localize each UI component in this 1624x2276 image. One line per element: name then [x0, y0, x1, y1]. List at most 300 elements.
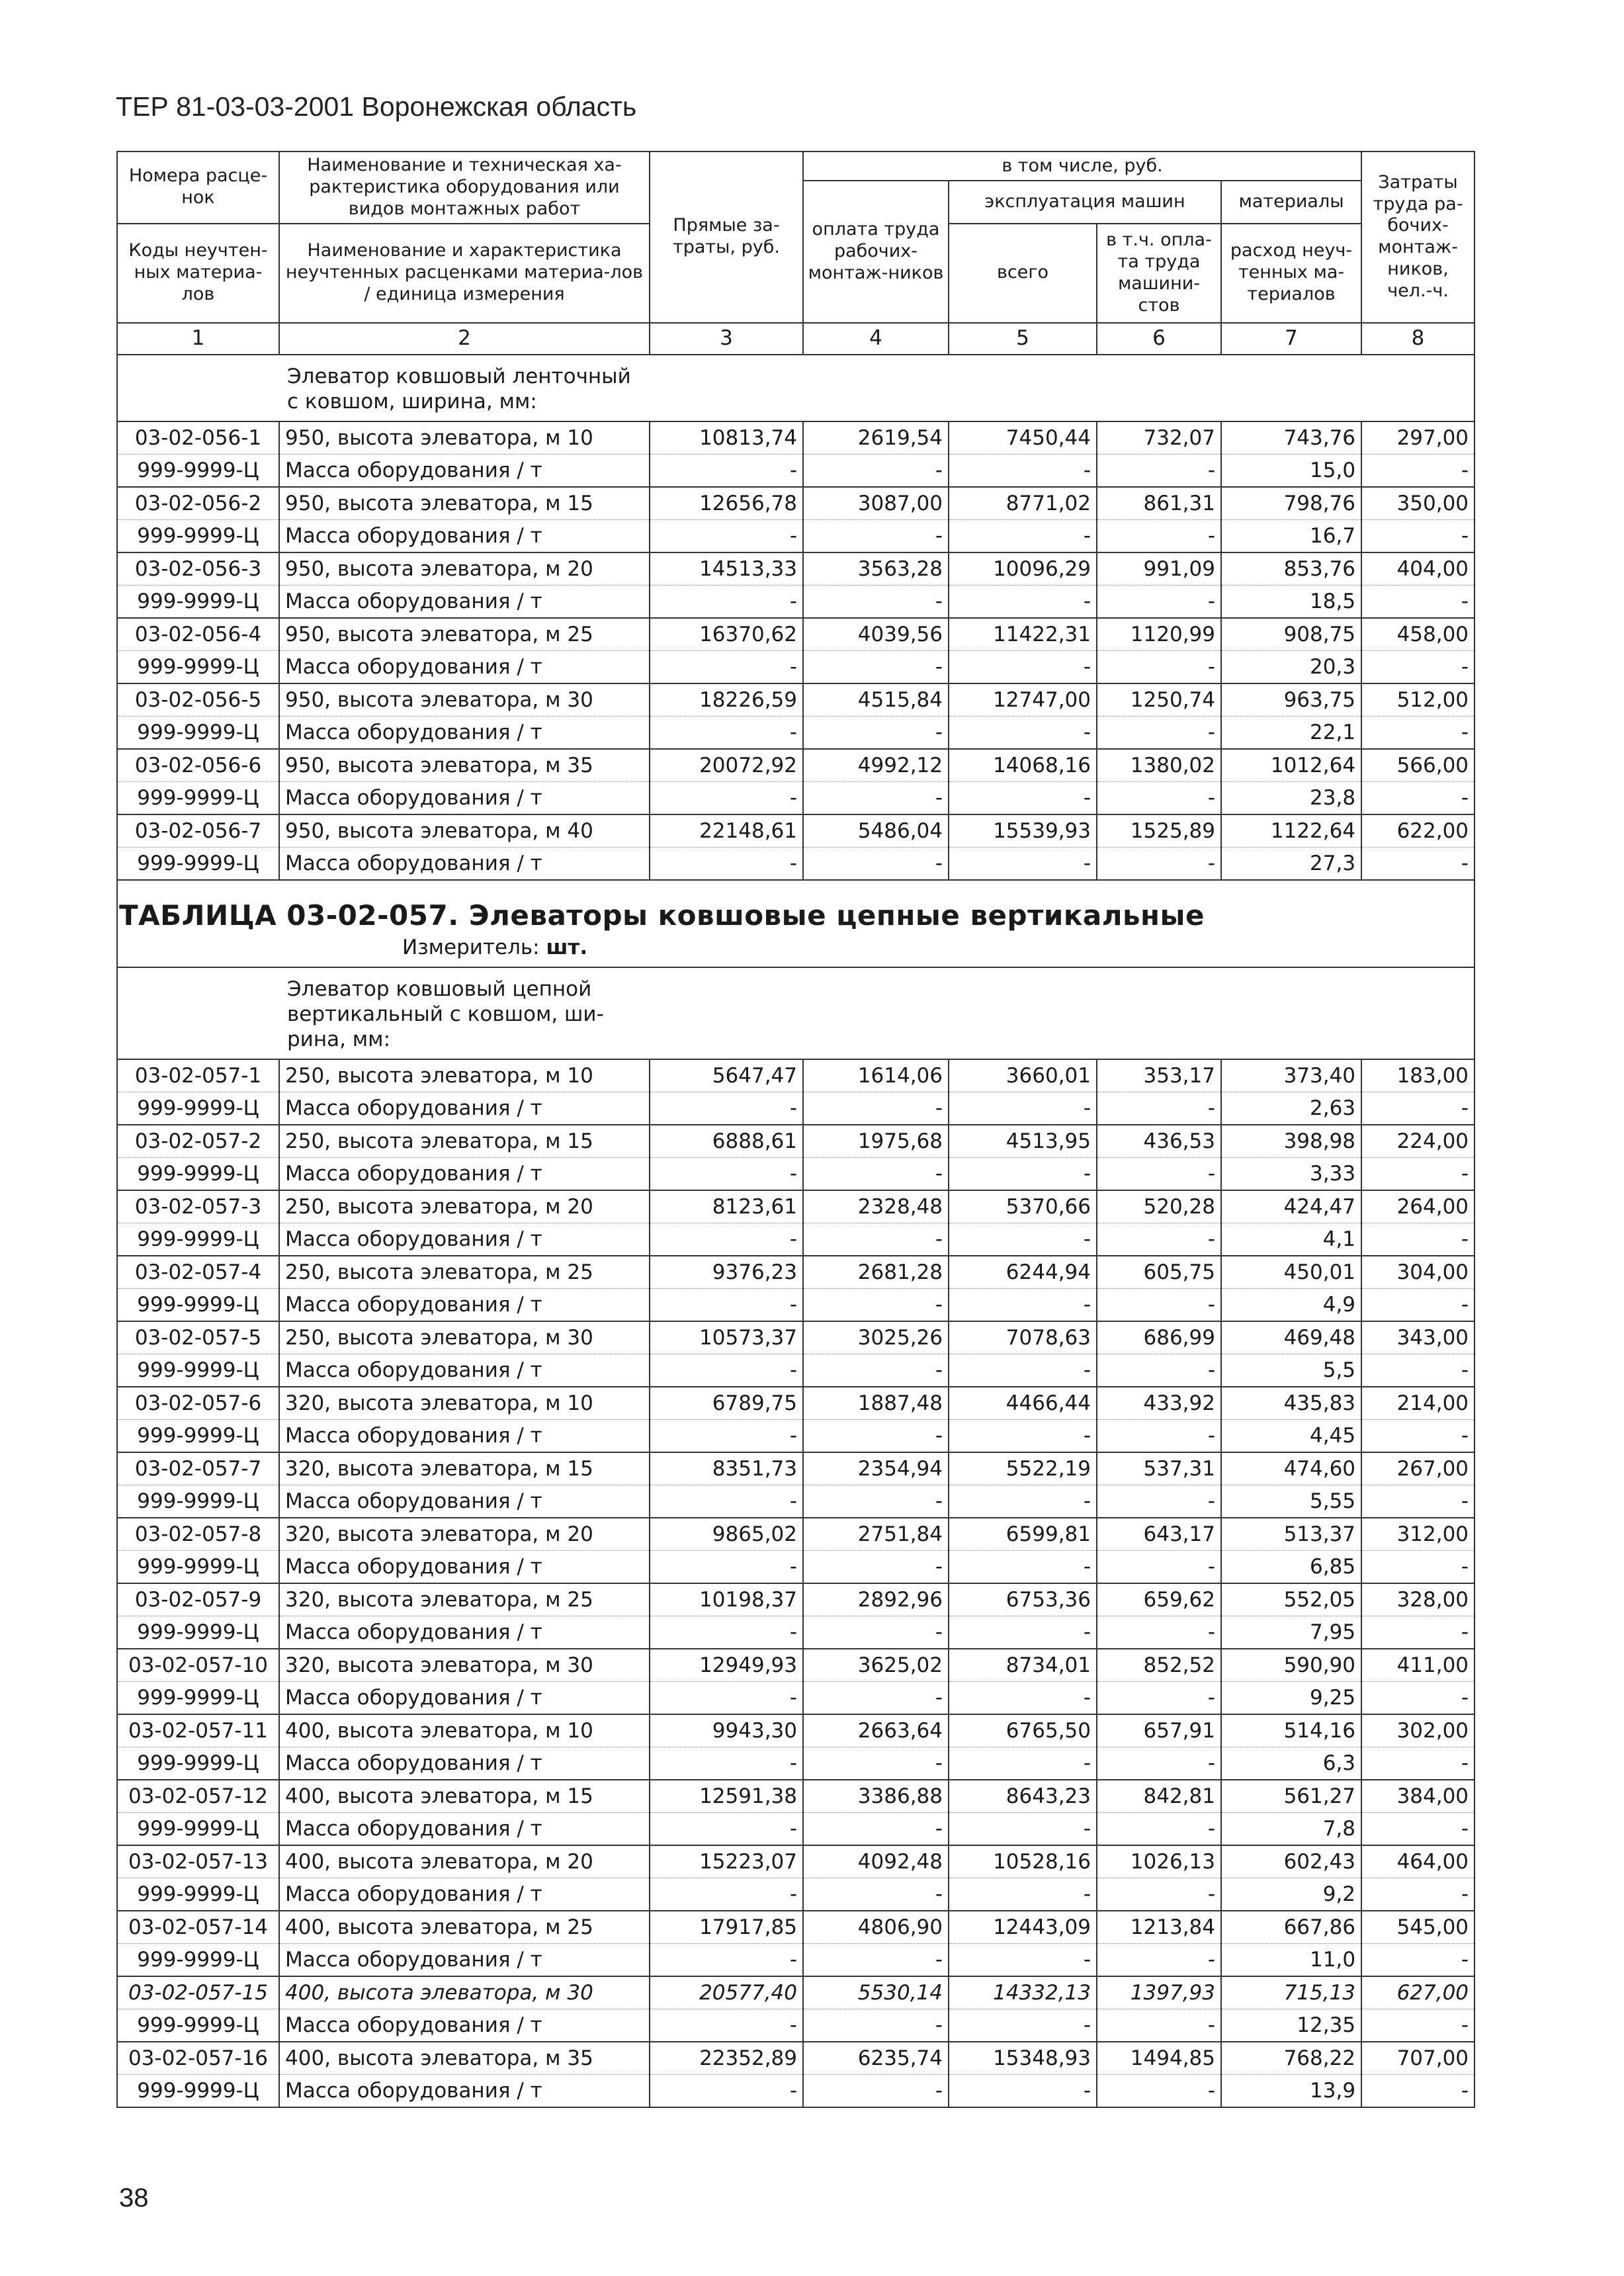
rate-name: 250, высота элеватора, м 20 — [279, 1190, 650, 1223]
column-number: 3 — [650, 323, 803, 355]
machines-total-value: 8643,23 — [949, 1780, 1097, 1813]
direct-costs-value: 9865,02 — [650, 1518, 803, 1551]
labor-costs-value: 183,00 — [1361, 1059, 1474, 1092]
machinist-wages-value: 842,81 — [1097, 1780, 1221, 1813]
material-row — [117, 1223, 1474, 1256]
direct-costs-value: 17917,85 — [650, 1911, 803, 1944]
machinist-wages-value: 732,07 — [1097, 421, 1221, 455]
machinist-wages-dash: - — [1097, 1354, 1221, 1387]
material-row — [117, 1092, 1474, 1125]
machinist-wages-dash: - — [1097, 586, 1221, 619]
machinist-wages-value: 643,17 — [1097, 1518, 1221, 1551]
rate-row — [117, 1387, 1474, 1420]
machines-total-value: 7078,63 — [949, 1321, 1097, 1354]
direct-costs-dash: - — [650, 1813, 803, 1846]
rate-row — [117, 1256, 1474, 1289]
rate-code: 03-02-057-4 — [117, 1256, 279, 1289]
material-code: 999-9999-Ц — [117, 1616, 279, 1649]
worker-wages-dash: - — [803, 1878, 949, 1911]
worker-wages-value: 4992,12 — [803, 749, 949, 782]
materials-value: 514,16 — [1221, 1714, 1361, 1747]
machines-total-value: 14068,16 — [949, 749, 1097, 782]
direct-costs-value: 6888,61 — [650, 1125, 803, 1158]
worker-wages-dash: - — [803, 1682, 949, 1715]
rate-code: 03-02-056-5 — [117, 683, 279, 717]
rate-code: 03-02-057-5 — [117, 1321, 279, 1354]
labor-costs-dash: - — [1361, 520, 1474, 553]
machinist-wages-value: 353,17 — [1097, 1059, 1221, 1092]
rate-code: 03-02-057-10 — [117, 1649, 279, 1682]
worker-wages-dash: - — [803, 1616, 949, 1649]
direct-costs-value: 10198,37 — [650, 1583, 803, 1616]
labor-costs-value: 267,00 — [1361, 1452, 1474, 1485]
material-name: Масса оборудования / т — [279, 717, 650, 750]
labor-costs-dash: - — [1361, 651, 1474, 684]
material-code: 999-9999-Ц — [117, 1485, 279, 1518]
machinist-wages-value: 1525,89 — [1097, 814, 1221, 848]
machinist-wages-dash: - — [1097, 1813, 1221, 1846]
material-name: Масса оборудования / т — [279, 1944, 650, 1977]
machinist-wages-dash: - — [1097, 651, 1221, 684]
machinist-wages-dash: - — [1097, 1551, 1221, 1584]
rate-row — [117, 1452, 1474, 1485]
material-code: 999-9999-Ц — [117, 1223, 279, 1256]
labor-costs-value: 350,00 — [1361, 487, 1474, 520]
rate-name: 250, высота элеватора, м 25 — [279, 1256, 650, 1289]
material-row — [117, 1354, 1474, 1387]
col-header-direct-costs: Прямые за-траты, руб. — [650, 152, 803, 323]
direct-costs-dash: - — [650, 1682, 803, 1715]
rate-row — [117, 618, 1474, 651]
direct-costs-dash: - — [650, 1747, 803, 1780]
machinist-wages-dash: - — [1097, 455, 1221, 488]
machines-total-dash: - — [949, 1223, 1097, 1256]
section-caption-line: Элеватор ковшовый ленточный — [287, 364, 631, 388]
material-consumption-value: 11,0 — [1221, 1944, 1361, 1977]
labor-costs-value: 214,00 — [1361, 1387, 1474, 1420]
materials-value: 474,60 — [1221, 1452, 1361, 1485]
worker-wages-value: 6235,74 — [803, 2042, 949, 2075]
material-code: 999-9999-Ц — [117, 848, 279, 881]
direct-costs-value: 10813,74 — [650, 421, 803, 455]
direct-costs-value: 14513,33 — [650, 552, 803, 586]
rate-row — [117, 1649, 1474, 1682]
rate-code: 03-02-057-11 — [117, 1714, 279, 1747]
rate-row — [117, 683, 1474, 717]
direct-costs-dash: - — [650, 1289, 803, 1322]
material-name: Масса оборудования / т — [279, 651, 650, 684]
rate-name: 320, высота элеватора, м 25 — [279, 1583, 650, 1616]
machinist-wages-dash: - — [1097, 1747, 1221, 1780]
direct-costs-value: 22352,89 — [650, 2042, 803, 2075]
rate-row — [117, 1714, 1474, 1747]
machines-total-value: 7450,44 — [949, 421, 1097, 455]
labor-costs-value: 297,00 — [1361, 421, 1474, 455]
worker-wages-dash: - — [803, 2009, 949, 2042]
worker-wages-dash: - — [803, 651, 949, 684]
material-row — [117, 717, 1474, 750]
materials-value: 908,75 — [1221, 618, 1361, 651]
column-number: 4 — [803, 323, 949, 355]
machines-total-value: 6765,50 — [949, 1714, 1097, 1747]
machines-total-dash: - — [949, 1747, 1097, 1780]
direct-costs-dash: - — [650, 1354, 803, 1387]
material-row — [117, 1813, 1474, 1846]
worker-wages-value: 3386,88 — [803, 1780, 949, 1813]
machines-total-value: 4513,95 — [949, 1125, 1097, 1158]
labor-costs-dash: - — [1361, 1420, 1474, 1453]
worker-wages-value: 2619,54 — [803, 421, 949, 455]
direct-costs-value: 12591,38 — [650, 1780, 803, 1813]
rate-name: 950, высота элеватора, м 10 — [279, 421, 650, 455]
material-code: 999-9999-Ц — [117, 2075, 279, 2108]
material-code: 999-9999-Ц — [117, 651, 279, 684]
labor-costs-value: 304,00 — [1361, 1256, 1474, 1289]
machinist-wages-value: 605,75 — [1097, 1256, 1221, 1289]
rate-row — [117, 749, 1474, 782]
materials-value: 469,48 — [1221, 1321, 1361, 1354]
worker-wages-dash: - — [803, 782, 949, 815]
worker-wages-dash: - — [803, 1158, 949, 1191]
machines-total-value: 8771,02 — [949, 487, 1097, 520]
meter-value: шт. — [546, 935, 588, 959]
material-consumption-value: 9,25 — [1221, 1682, 1361, 1715]
rate-code: 03-02-057-12 — [117, 1780, 279, 1813]
material-name: Масса оборудования / т — [279, 1747, 650, 1780]
machines-total-dash: - — [949, 1813, 1097, 1846]
materials-value: 435,83 — [1221, 1387, 1361, 1420]
col-header-labor-costs: Затраты труда ра-бочих-монтаж-ников, чел.-ч. — [1361, 152, 1474, 323]
machinist-wages-value: 537,31 — [1097, 1452, 1221, 1485]
rate-name: 250, высота элеватора, м 10 — [279, 1059, 650, 1092]
machinist-wages-dash: - — [1097, 520, 1221, 553]
rate-code: 03-02-056-4 — [117, 618, 279, 651]
machines-total-value: 6244,94 — [949, 1256, 1097, 1289]
labor-costs-dash: - — [1361, 1878, 1474, 1911]
rate-name: 320, высота элеватора, м 20 — [279, 1518, 650, 1551]
material-row — [117, 651, 1474, 684]
material-name: Масса оборудования / т — [279, 1158, 650, 1191]
section-caption-line: рина, мм: — [287, 1027, 391, 1051]
rate-name: 320, высота элеватора, м 10 — [279, 1387, 650, 1420]
col-header-material-consumption: расход неуч-тенных ма-териалов — [1221, 224, 1361, 323]
rate-name: 320, высота элеватора, м 30 — [279, 1649, 650, 1682]
machinist-wages-dash: - — [1097, 848, 1221, 881]
material-row — [117, 1551, 1474, 1584]
rate-code: 03-02-057-9 — [117, 1583, 279, 1616]
rate-row — [117, 1780, 1474, 1813]
table2-heading: ТАБЛИЦА 03-02-057. Элеваторы ковшовые цепные вертикальные — [119, 899, 1205, 932]
worker-wages-value: 2354,94 — [803, 1452, 949, 1485]
table2-meter — [118, 936, 1474, 967]
direct-costs-value: 20577,40 — [650, 1976, 803, 2009]
material-consumption-value: 12,35 — [1221, 2009, 1361, 2042]
rate-row — [117, 2042, 1474, 2075]
labor-costs-dash: - — [1361, 1682, 1474, 1715]
section1-rows — [117, 421, 1474, 880]
direct-costs-dash: - — [650, 782, 803, 815]
worker-wages-value: 3625,02 — [803, 1649, 949, 1682]
material-code: 999-9999-Ц — [117, 2009, 279, 2042]
machines-total-dash: - — [949, 1289, 1097, 1322]
machines-total-dash: - — [949, 1944, 1097, 1977]
material-consumption-value: 4,1 — [1221, 1223, 1361, 1256]
material-code: 999-9999-Ц — [117, 1420, 279, 1453]
material-consumption-value: 16,7 — [1221, 520, 1361, 553]
machines-total-dash: - — [949, 1485, 1097, 1518]
column-number: 6 — [1097, 323, 1221, 355]
rate-code: 03-02-057-7 — [117, 1452, 279, 1485]
material-row — [117, 1682, 1474, 1715]
worker-wages-value: 2892,96 — [803, 1583, 949, 1616]
rate-code: 03-02-056-3 — [117, 552, 279, 586]
machines-total-value: 12443,09 — [949, 1911, 1097, 1944]
rate-row — [117, 1059, 1474, 1092]
machines-total-dash: - — [949, 520, 1097, 553]
material-code: 999-9999-Ц — [117, 455, 279, 488]
rate-code: 03-02-057-2 — [117, 1125, 279, 1158]
column-numbers-row — [117, 323, 1474, 355]
machines-total-value: 10096,29 — [949, 552, 1097, 586]
material-name: Масса оборудования / т — [279, 2075, 650, 2108]
material-row — [117, 1158, 1474, 1191]
material-row — [117, 2009, 1474, 2042]
material-code: 999-9999-Ц — [117, 1813, 279, 1846]
material-row — [117, 782, 1474, 815]
material-consumption-value: 15,0 — [1221, 455, 1361, 488]
material-name: Масса оборудования / т — [279, 1485, 650, 1518]
worker-wages-dash: - — [803, 2075, 949, 2108]
materials-value: 373,40 — [1221, 1059, 1361, 1092]
rate-code: 03-02-057-14 — [117, 1911, 279, 1944]
material-consumption-value: 4,9 — [1221, 1289, 1361, 1322]
material-row — [117, 586, 1474, 619]
material-code: 999-9999-Ц — [117, 1682, 279, 1715]
rate-row — [117, 1911, 1474, 1944]
labor-costs-dash: - — [1361, 2009, 1474, 2042]
material-code: 999-9999-Ц — [117, 1878, 279, 1911]
direct-costs-value: 5647,47 — [650, 1059, 803, 1092]
worker-wages-value: 1614,06 — [803, 1059, 949, 1092]
rate-name: 400, высота элеватора, м 35 — [279, 2042, 650, 2075]
direct-costs-dash: - — [650, 586, 803, 619]
material-consumption-value: 18,5 — [1221, 586, 1361, 619]
section-caption-row — [117, 355, 1474, 422]
labor-costs-dash: - — [1361, 1354, 1474, 1387]
machinist-wages-value: 1494,85 — [1097, 2042, 1221, 2075]
rate-name: 950, высота элеватора, м 20 — [279, 552, 650, 586]
material-code: 999-9999-Ц — [117, 1944, 279, 1977]
worker-wages-value: 5530,14 — [803, 1976, 949, 2009]
labor-costs-dash: - — [1361, 848, 1474, 881]
machinist-wages-value: 852,52 — [1097, 1649, 1221, 1682]
materials-value: 513,37 — [1221, 1518, 1361, 1551]
meter-label: Измеритель: — [402, 935, 540, 959]
worker-wages-dash: - — [803, 1289, 949, 1322]
labor-costs-value: 224,00 — [1361, 1125, 1474, 1158]
material-row — [117, 1878, 1474, 1911]
rate-row — [117, 1976, 1474, 2009]
rate-name: 400, высота элеватора, м 15 — [279, 1780, 650, 1813]
col-header-worker-wages: оплата труда рабочих-монтаж-ников — [803, 181, 949, 323]
rate-name: 250, высота элеватора, м 30 — [279, 1321, 650, 1354]
material-name: Масса оборудования / т — [279, 782, 650, 815]
machinist-wages-value: 991,09 — [1097, 552, 1221, 586]
machinist-wages-value: 1213,84 — [1097, 1911, 1221, 1944]
direct-costs-value: 10573,37 — [650, 1321, 803, 1354]
machinist-wages-dash: - — [1097, 2075, 1221, 2108]
worker-wages-dash: - — [803, 1420, 949, 1453]
machinist-wages-value: 657,91 — [1097, 1714, 1221, 1747]
labor-costs-dash: - — [1361, 1158, 1474, 1191]
material-name: Масса оборудования / т — [279, 1289, 650, 1322]
rate-row — [117, 1190, 1474, 1223]
rate-code: 03-02-057-6 — [117, 1387, 279, 1420]
labor-costs-dash: - — [1361, 782, 1474, 815]
material-name: Масса оборудования / т — [279, 520, 650, 553]
document-header-title: ТЕР 81-03-03-2001 Воронежская область — [116, 91, 637, 122]
rates-sheet — [116, 151, 1474, 2108]
material-row — [117, 520, 1474, 553]
material-row — [117, 455, 1474, 488]
material-consumption-value: 23,8 — [1221, 782, 1361, 815]
rate-code: 03-02-057-3 — [117, 1190, 279, 1223]
material-code: 999-9999-Ц — [117, 717, 279, 750]
machines-total-dash: - — [949, 1420, 1097, 1453]
materials-value: 715,13 — [1221, 1976, 1361, 2009]
direct-costs-value: 8123,61 — [650, 1190, 803, 1223]
material-name: Масса оборудования / т — [279, 586, 650, 619]
worker-wages-dash: - — [803, 717, 949, 750]
worker-wages-dash: - — [803, 1354, 949, 1387]
material-code: 999-9999-Ц — [117, 1289, 279, 1322]
direct-costs-dash: - — [650, 1223, 803, 1256]
direct-costs-value: 9376,23 — [650, 1256, 803, 1289]
machines-total-dash: - — [949, 1616, 1097, 1649]
labor-costs-dash: - — [1361, 1289, 1474, 1322]
machines-total-dash: - — [949, 1354, 1097, 1387]
material-code: 999-9999-Ц — [117, 1354, 279, 1387]
rate-name: 320, высота элеватора, м 15 — [279, 1452, 650, 1485]
worker-wages-dash: - — [803, 1092, 949, 1125]
material-row — [117, 1289, 1474, 1322]
direct-costs-dash: - — [650, 1485, 803, 1518]
column-number: 1 — [117, 323, 279, 355]
labor-costs-value: 302,00 — [1361, 1714, 1474, 1747]
material-code: 999-9999-Ц — [117, 1747, 279, 1780]
rate-name: 950, высота элеватора, м 15 — [279, 487, 650, 520]
material-row — [117, 1747, 1474, 1780]
rate-row — [117, 1518, 1474, 1551]
machines-total-dash: - — [949, 586, 1097, 619]
direct-costs-value: 22148,61 — [650, 814, 803, 848]
materials-value: 963,75 — [1221, 683, 1361, 717]
machines-total-value: 15539,93 — [949, 814, 1097, 848]
labor-costs-dash: - — [1361, 1092, 1474, 1125]
worker-wages-value: 2328,48 — [803, 1190, 949, 1223]
direct-costs-dash: - — [650, 1616, 803, 1649]
direct-costs-value: 15223,07 — [650, 1845, 803, 1878]
machinist-wages-value: 1026,13 — [1097, 1845, 1221, 1878]
rate-code: 03-02-057-8 — [117, 1518, 279, 1551]
worker-wages-dash: - — [803, 1813, 949, 1846]
labor-costs-dash: - — [1361, 455, 1474, 488]
direct-costs-dash: - — [650, 1944, 803, 1977]
direct-costs-dash: - — [650, 1158, 803, 1191]
materials-value: 450,01 — [1221, 1256, 1361, 1289]
col-header-equipment-name: Наименование и техническая ха-рактеристика оборудования или видов монтажных работ — [279, 152, 650, 224]
materials-value: 798,76 — [1221, 487, 1361, 520]
machines-total-dash: - — [949, 782, 1097, 815]
materials-value: 743,76 — [1221, 421, 1361, 455]
machines-total-dash: - — [949, 2075, 1097, 2108]
table2-rows — [117, 1059, 1474, 2107]
worker-wages-dash: - — [803, 1747, 949, 1780]
worker-wages-value: 1887,48 — [803, 1387, 949, 1420]
page-number: 38 — [119, 2183, 149, 2212]
direct-costs-dash: - — [650, 1420, 803, 1453]
col-header-rate-numbers: Номера расце-нок — [117, 152, 279, 224]
column-number: 7 — [1221, 323, 1361, 355]
worker-wages-dash: - — [803, 455, 949, 488]
materials-value: 590,90 — [1221, 1649, 1361, 1682]
machinist-wages-dash: - — [1097, 1944, 1221, 1977]
worker-wages-value: 2751,84 — [803, 1518, 949, 1551]
section-caption-line: вертикальный с ковшом, ши- — [287, 1002, 604, 1026]
rate-row — [117, 552, 1474, 586]
material-code: 999-9999-Ц — [117, 1551, 279, 1584]
rate-name: 400, высота элеватора, м 10 — [279, 1714, 650, 1747]
material-consumption-value: 2,63 — [1221, 1092, 1361, 1125]
worker-wages-dash: - — [803, 1944, 949, 1977]
machines-total-value: 10528,16 — [949, 1845, 1097, 1878]
rate-code: 03-02-056-2 — [117, 487, 279, 520]
material-row — [117, 1616, 1474, 1649]
material-name: Масса оборудования / т — [279, 1813, 650, 1846]
labor-costs-value: 464,00 — [1361, 1845, 1474, 1878]
rate-row — [117, 1321, 1474, 1354]
rate-name: 400, высота элеватора, м 20 — [279, 1845, 650, 1878]
col-header-including: в том числе, руб. — [803, 152, 1361, 181]
material-name: Масса оборудования / т — [279, 1092, 650, 1125]
material-row — [117, 848, 1474, 881]
machinist-wages-dash: - — [1097, 1289, 1221, 1322]
machines-total-dash: - — [949, 717, 1097, 750]
material-name: Масса оборудования / т — [279, 2009, 650, 2042]
material-consumption-value: 20,3 — [1221, 651, 1361, 684]
labor-costs-dash: - — [1361, 2075, 1474, 2108]
worker-wages-value: 3025,26 — [803, 1321, 949, 1354]
labor-costs-value: 404,00 — [1361, 552, 1474, 586]
machines-total-dash: - — [949, 651, 1097, 684]
rate-code: 03-02-057-15 — [117, 1976, 279, 2009]
material-consumption-value: 6,3 — [1221, 1747, 1361, 1780]
material-consumption-value: 3,33 — [1221, 1158, 1361, 1191]
material-code: 999-9999-Ц — [117, 1092, 279, 1125]
materials-value: 1122,64 — [1221, 814, 1361, 848]
direct-costs-value: 16370,62 — [650, 618, 803, 651]
materials-value: 853,76 — [1221, 552, 1361, 586]
material-consumption-value: 5,55 — [1221, 1485, 1361, 1518]
worker-wages-value: 1975,68 — [803, 1125, 949, 1158]
machines-total-dash: - — [949, 1682, 1097, 1715]
worker-wages-value: 2681,28 — [803, 1256, 949, 1289]
worker-wages-dash: - — [803, 586, 949, 619]
labor-costs-value: 343,00 — [1361, 1321, 1474, 1354]
machinist-wages-dash: - — [1097, 1485, 1221, 1518]
machines-total-dash: - — [949, 1551, 1097, 1584]
direct-costs-value: 6789,75 — [650, 1387, 803, 1420]
